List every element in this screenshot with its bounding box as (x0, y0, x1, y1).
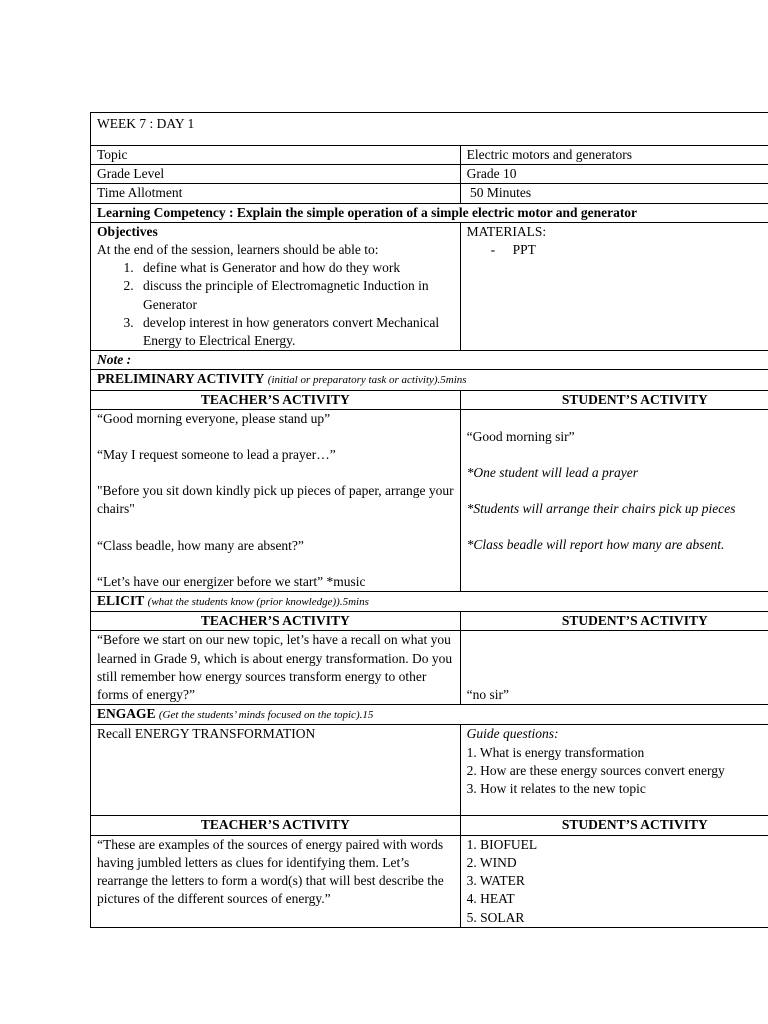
topic-row (91, 146, 768, 165)
elicit-title-row (91, 592, 768, 612)
elicit-header-row (91, 612, 768, 631)
teacher-line: “May I request someone to lead a prayer…” (97, 447, 336, 463)
teacher-line: “Let’s have our energizer before we start” *music (97, 573, 366, 589)
student-activity-header: STUDENT’S ACTIVITY (460, 390, 768, 409)
elicit-heading (91, 592, 768, 612)
materials-title: MATERIALS: (466, 223, 547, 239)
time-row (91, 184, 768, 203)
engage-recall-cell: Recall ENERGY TRANSFORMATION (91, 725, 461, 816)
preliminary-title: PRELIMINARY ACTIVITY (97, 371, 265, 387)
lesson-plan-page (90, 112, 768, 928)
student-line: *Students will arrange their chairs pick up pieces (466, 501, 736, 517)
student-line: *One student will lead a prayer (466, 465, 638, 481)
student-activity-header: STUDENT’S ACTIVITY (460, 612, 768, 631)
guide-question: 3. How it relates to the new topic (466, 781, 646, 797)
engage-recall-row (91, 725, 768, 816)
teacher-activity-header: TEACHER’S ACTIVITY (91, 612, 461, 631)
grade-value: Grade 10 (460, 165, 768, 184)
elicit-title: ELICIT (97, 593, 145, 609)
objectives-title: Objectives (97, 223, 158, 239)
elicit-content-row (91, 631, 768, 705)
engage-teacher-cell: “These are examples of the sources of energy paired with words having jumbled letters as clues for identifying them. Let’s rearrange the letters to form a word(s) that will best describe the pictures of the different sources of energy.” (91, 835, 461, 927)
time-label: Time Allotment (91, 184, 461, 203)
answer-item: 5. SOLAR (466, 909, 525, 925)
topic-label: Topic (91, 146, 461, 165)
materials-item (467, 241, 768, 259)
grade-row (91, 165, 768, 184)
materials-dash: - (490, 242, 496, 258)
preliminary-student-cell (460, 409, 768, 591)
preliminary-title-row (91, 370, 768, 390)
note-label: Note : (91, 351, 768, 370)
grade-label: Grade Level (91, 165, 461, 184)
answer-item: 2. WIND (466, 854, 517, 870)
engage-title: ENGAGE (97, 706, 156, 722)
guide-question: 1. What is energy transformation (466, 744, 645, 760)
objectives-list (97, 259, 454, 350)
objective-item: 3. develop interest in how generators convert Mechanical Energy to Electrical Energy. (137, 314, 454, 350)
preliminary-heading (91, 370, 768, 390)
teacher-line: “Class beadle, how many are absent?” (97, 537, 304, 553)
materials-item-text: PPT (512, 242, 536, 258)
student-line: “Good morning sir” (466, 428, 575, 444)
teacher-line: "Before you sit down kindly pick up pieces of paper, arrange your chairs" (97, 483, 454, 517)
answer-item: 3. WATER (466, 873, 525, 889)
guide-questions-cell (460, 725, 768, 816)
week-row (91, 113, 768, 146)
time-value: 50 Minutes (460, 184, 768, 203)
note-row (91, 351, 768, 370)
engage-content-row (91, 835, 768, 927)
student-activity-header: STUDENT’S ACTIVITY (460, 816, 768, 835)
guide-questions-title: Guide questions: (466, 726, 559, 742)
teacher-activity-header: TEACHER’S ACTIVITY (91, 390, 461, 409)
engage-heading (91, 705, 768, 725)
competency-row (91, 203, 768, 222)
answer-item: 4. HEAT (466, 891, 515, 907)
answer-item: 1. BIOFUEL (466, 836, 538, 852)
teacher-activity-header: TEACHER’S ACTIVITY (91, 816, 461, 835)
engage-header-row (91, 816, 768, 835)
guide-question: 2. How are these energy sources convert energy (466, 762, 725, 778)
topic-value: Electric motors and generators (460, 146, 768, 165)
objective-item: 2. discuss the principle of Electromagnetic Induction in Generator (137, 277, 454, 313)
engage-student-cell (460, 835, 768, 927)
objective-item: 1. define what is Generator and how do they work (137, 259, 454, 277)
objectives-cell (91, 222, 461, 350)
week-day-cell: WEEK 7 : DAY 1 (91, 113, 768, 146)
preliminary-content-row (91, 409, 768, 591)
preliminary-subtitle: (initial or preparatory task or activity).5mins (267, 374, 467, 387)
elicit-teacher-cell: “Before we start on our new topic, let’s have a recall on what you learned in Grade 9, which is about energy transformation. Do you still remember how energy sources transform energy to other forms of energy?” (91, 631, 461, 705)
materials-cell (460, 222, 768, 350)
objectives-intro: At the end of the session, learners should be able to: (97, 242, 379, 258)
engage-subtitle: (Get the students’ minds focused on the topic).15 (158, 709, 374, 722)
elicit-subtitle: (what the students know (prior knowledge)).5mins (147, 596, 369, 609)
elicit-student-cell: “no sir” (460, 631, 768, 705)
preliminary-teacher-cell (91, 409, 461, 591)
teacher-line: “Good morning everyone, please stand up” (97, 410, 331, 426)
lesson-plan-table (90, 112, 768, 928)
objectives-row (91, 222, 768, 350)
preliminary-header-row (91, 390, 768, 409)
student-line: *Class beadle will report how many are absent. (466, 537, 725, 553)
learning-competency: Learning Competency : Explain the simple operation of a simple electric motor and generator (91, 203, 768, 222)
engage-title-row (91, 705, 768, 725)
